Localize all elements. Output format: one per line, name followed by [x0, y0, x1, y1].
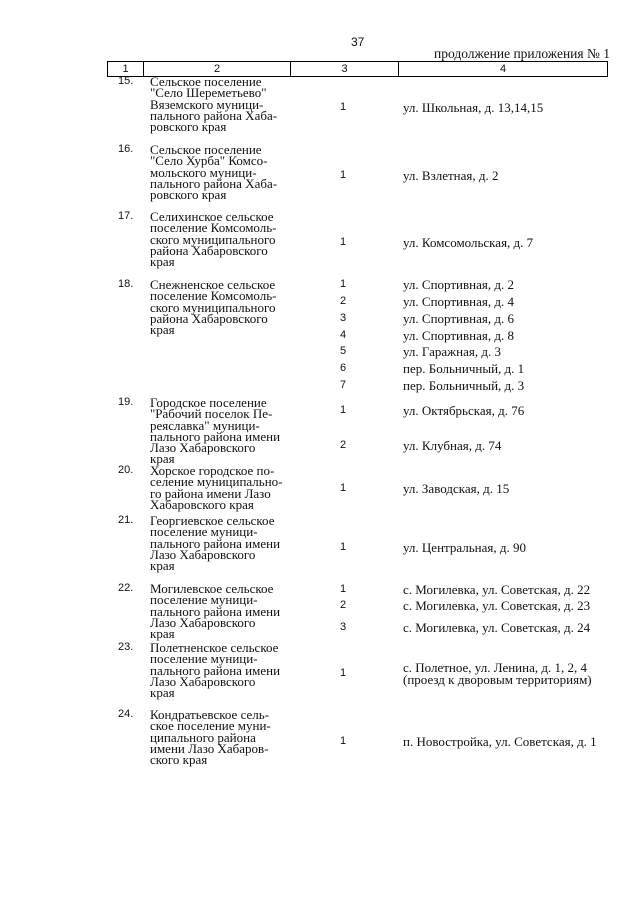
entry-number: 3 — [339, 621, 347, 633]
name-line: ского муниципального — [150, 299, 276, 315]
row-number: 22. — [118, 582, 134, 594]
name-line: ское поселение муни- — [150, 718, 271, 734]
address-entry — [0, 279, 640, 290]
address-entry — [0, 102, 640, 113]
name-line: Сельское поселение — [150, 74, 262, 89]
entry-address: ул. Спортивная, д. 4 — [403, 294, 514, 309]
row-number: 23. — [118, 641, 134, 653]
table-row — [0, 581, 640, 642]
entry-number: 1 — [339, 583, 347, 595]
name-line: пального района имени — [150, 535, 281, 551]
name-line: селение муниципально- — [150, 474, 283, 490]
name-line: края — [150, 322, 175, 338]
name-line: реяславка" муници- — [150, 417, 260, 433]
entry-number: 1 — [339, 404, 347, 416]
table-row — [0, 463, 640, 512]
entry-address: п. Новостройка, ул. Советская, д. 1 — [403, 734, 597, 749]
name-line: поселение муници- — [150, 592, 258, 608]
entry-address: ул. Спортивная, д. 8 — [403, 328, 514, 343]
entry-address: с. Полетное, ул. Ленина, д. 1, 2, 4 — [403, 660, 587, 675]
table-row — [0, 209, 640, 270]
row-number: 20. — [118, 464, 134, 476]
name-line: пального района Хаба- — [150, 175, 278, 191]
row-number: 24. — [118, 708, 134, 720]
table-row — [0, 640, 640, 701]
address-entry — [0, 542, 640, 553]
name-line: поселение Комсомоль- — [150, 288, 277, 304]
name-line: Лазо Хабаровского — [150, 614, 256, 630]
name-line: "Рабочий поселок Пе- — [150, 406, 273, 422]
name-line: Хабаровского края — [150, 496, 254, 512]
page-number: 37 — [351, 35, 365, 49]
address-entry — [0, 296, 640, 307]
entry-number: 1 — [339, 236, 347, 248]
entry-number: 3 — [339, 312, 347, 324]
entry-number: 1 — [339, 169, 347, 181]
name-line: го района имени Лазо — [150, 485, 271, 501]
table-row — [0, 277, 640, 393]
table-row — [0, 74, 640, 135]
name-line: ского муниципального — [150, 231, 276, 247]
address-entry — [0, 346, 640, 357]
name-line: Снежненское сельское — [150, 277, 276, 292]
name-line: Лазо Хабаровского — [150, 440, 256, 456]
address-entry — [0, 330, 640, 341]
row-number: 16. — [118, 143, 134, 155]
name-line: поселение муници- — [150, 651, 258, 667]
name-line: "Село Хурба" Комсо- — [150, 153, 268, 169]
entry-address-note: (проезд к дворовым территориям) — [403, 671, 592, 687]
row-number: 18. — [118, 278, 134, 290]
table-row — [0, 142, 640, 203]
entry-address: ул. Заводская, д. 15 — [403, 481, 510, 496]
table-row — [0, 395, 640, 467]
name-line: края — [150, 254, 175, 270]
entry-number: 1 — [339, 667, 347, 679]
entry-number: 1 — [339, 482, 347, 494]
name-line: поселение Комсомоль- — [150, 220, 277, 236]
table-row — [0, 513, 640, 574]
entry-number: 1 — [339, 735, 347, 747]
name-line: Кондратьевское сель- — [150, 707, 270, 722]
address-entry — [0, 581, 640, 597]
address-entry — [0, 600, 640, 611]
name-line: имени Лазо Хабаров- — [150, 740, 269, 756]
name-line: Могилевское сельское — [150, 581, 274, 596]
entry-address: ул. Взлетная, д. 2 — [403, 168, 499, 183]
name-line: ровского края — [150, 119, 227, 135]
address-entry — [0, 170, 640, 181]
name-line: мольского муници- — [150, 164, 257, 180]
name-line: пального района имени — [150, 428, 281, 444]
row-number: 19. — [118, 396, 134, 408]
name-line: поселение муници- — [150, 524, 258, 540]
entry-number: 2 — [339, 439, 347, 451]
entry-address: пер. Больничный, д. 3 — [403, 378, 525, 393]
name-line: Георгиевское сельское — [150, 513, 275, 528]
address-entry — [0, 736, 640, 747]
name-line: пального района имени — [150, 662, 281, 678]
entry-address: с. Могилевка, ул. Советская, д. 22 — [403, 582, 591, 597]
address-entry — [0, 380, 640, 391]
row-number: 21. — [118, 514, 134, 526]
address-entry — [0, 438, 640, 456]
entry-address: ул. Клубная, д. 74 — [403, 438, 502, 453]
name-line: ровского края — [150, 187, 227, 203]
address-entry — [0, 237, 640, 248]
entry-number: 1 — [339, 101, 347, 113]
header-cell-1: 1 — [108, 62, 144, 76]
header-cell-2: 2 — [144, 62, 291, 76]
name-line: Лазо Хабаровского — [150, 546, 256, 562]
entry-address: с. Могилевка, ул. Советская, д. 23 — [403, 598, 591, 613]
name-line: ципального района — [150, 729, 256, 745]
address-entry — [0, 483, 640, 494]
entry-address: ул. Октябрьская, д. 76 — [403, 403, 525, 418]
name-line: Вяземского муници- — [150, 96, 264, 112]
entry-address: ул. Школьная, д. 13,14,15 — [403, 100, 544, 115]
entry-address: ул. Центральная, д. 90 — [403, 540, 526, 555]
name-line: Хорское городское по- — [150, 463, 275, 478]
entry-address: ул. Гаражная, д. 3 — [403, 344, 501, 359]
entry-number: 6 — [339, 362, 347, 374]
row-number: 17. — [118, 210, 134, 222]
entry-address: ул. Спортивная, д. 2 — [403, 277, 514, 292]
continuation-label: продолжение приложения № 1 — [433, 46, 610, 61]
entry-number: 4 — [339, 329, 347, 341]
name-line: пального района Хаба- — [150, 107, 278, 123]
entry-number: 7 — [339, 379, 347, 391]
header-cell-4: 4 — [499, 63, 507, 75]
entry-number: 2 — [339, 295, 347, 307]
name-line: "Село Шереметьево" — [150, 85, 267, 101]
entry-number: 2 — [339, 599, 347, 611]
name-line: Сельское поселение — [150, 142, 262, 157]
address-entry — [0, 622, 640, 633]
entry-address: с. Могилевка, ул. Советская, д. 24 — [403, 620, 591, 635]
entry-address: ул. Комсомольская, д. 7 — [403, 235, 534, 250]
name-line: пального района имени — [150, 603, 281, 619]
header-cell-3: 3 — [291, 62, 399, 76]
name-line: Городское поселение — [150, 395, 267, 410]
name-line: района Хабаровского — [150, 242, 268, 258]
name-line: края — [150, 558, 175, 574]
entry-number: 1 — [339, 278, 347, 290]
address-entry — [0, 310, 640, 326]
name-line: края — [150, 451, 175, 467]
name-line: района Хабаровского — [150, 310, 268, 326]
name-line: Полетненское сельское — [150, 640, 279, 655]
entry-address: пер. Больничный, д. 1 — [403, 361, 525, 376]
name-line: ского края — [150, 752, 208, 768]
address-entry — [0, 405, 640, 416]
name-line: края — [150, 626, 175, 642]
entry-number: 5 — [339, 345, 347, 357]
name-line: Селихинское сельское — [150, 209, 274, 224]
row-number: 15. — [118, 75, 134, 87]
name-line: Лазо Хабаровского — [150, 673, 256, 689]
entry-number: 1 — [339, 541, 347, 553]
address-entry — [0, 363, 640, 374]
entry-address: ул. Спортивная, д. 6 — [403, 311, 514, 326]
name-line: края — [150, 685, 175, 701]
table-row — [0, 707, 640, 768]
